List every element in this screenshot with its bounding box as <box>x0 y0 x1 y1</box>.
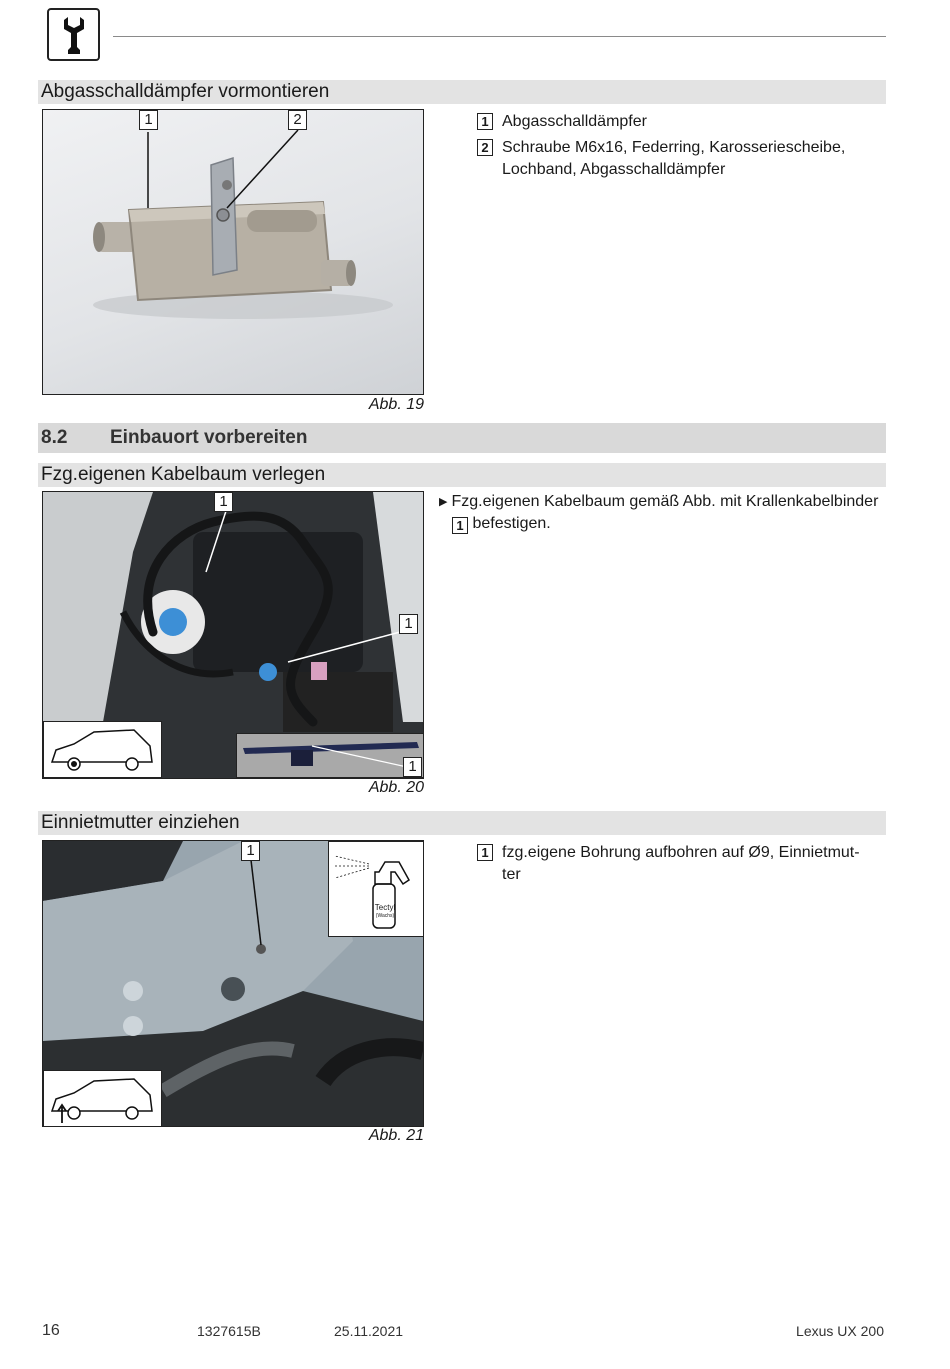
doc-date: 25.11.2021 <box>334 1323 404 1339</box>
cable-tie-illustration <box>237 734 424 777</box>
section-title-muffler: Abgasschalldämpfer vormontieren <box>38 80 886 104</box>
callout-1: 1 <box>241 841 260 861</box>
legend-item <box>477 842 877 886</box>
callout-1: 1 <box>399 614 418 634</box>
section-title-harness: Fzg.eigenen Kabelbaum verlegen <box>38 463 886 487</box>
legend-rivet <box>477 842 877 886</box>
instruction-step <box>439 491 885 535</box>
figure-caption: Abb. 20 <box>368 779 424 796</box>
callout-1: 1 <box>403 757 422 777</box>
legend-text: fzg.eigene Bohrung aufbohren auf Ø9, Einnietmut- ter <box>502 844 860 883</box>
spray-can-icon <box>329 842 424 936</box>
figure-rivet <box>42 840 424 1127</box>
page-number: 16 <box>42 1322 60 1339</box>
instruction-text: Fzg.eigenen Kabelbaum gemäß Abb. mit Krallenkabelbinder <box>451 493 879 510</box>
tectyl-spray-inset <box>328 841 424 937</box>
header-rule <box>113 36 886 37</box>
instruction-number: 1 <box>452 517 468 534</box>
wrench-icon <box>47 8 100 61</box>
legend-number: 1 <box>477 844 493 861</box>
legend-item <box>477 111 877 133</box>
muffler-illustration <box>43 110 423 394</box>
legend-item <box>477 137 877 181</box>
figure-caption: Abb. 19 <box>368 396 424 413</box>
chapter-title: Einbauort vorbereiten <box>110 427 308 448</box>
section-title-rivet: Einnietmutter einziehen <box>38 811 886 835</box>
cable-tie-inset <box>236 733 424 778</box>
figure-muffler <box>42 109 424 395</box>
instruction-text: befestigen. <box>472 515 551 532</box>
callout-2: 2 <box>288 110 307 130</box>
legend-text: Schraube M6x16, Federring, Karosseriescheibe, Lochband, Abgasschalldämpfer <box>502 139 846 178</box>
legend-number: 1 <box>477 113 493 130</box>
step-arrow-icon: ▶ <box>439 496 448 508</box>
legend-muffler <box>477 111 877 181</box>
car-outline-icon <box>44 1071 161 1127</box>
vehicle-model: Lexus UX 200 <box>796 1323 884 1339</box>
callout-1: 1 <box>139 110 158 130</box>
chapter-number: 8.2 <box>41 427 68 448</box>
legend-number: 2 <box>477 139 493 156</box>
callout-1: 1 <box>214 492 233 512</box>
spray-label: Tectyl (Wachs) <box>374 903 396 919</box>
car-outline-icon <box>44 722 161 777</box>
chapter-heading <box>38 423 886 453</box>
vehicle-side-inset <box>43 721 162 778</box>
doc-number: 1327615B <box>197 1323 261 1339</box>
figure-caption: Abb. 21 <box>368 1127 424 1144</box>
figure-harness <box>42 491 424 779</box>
vehicle-side-inset <box>43 1070 162 1127</box>
legend-text: Abgasschalldämpfer <box>502 113 647 130</box>
